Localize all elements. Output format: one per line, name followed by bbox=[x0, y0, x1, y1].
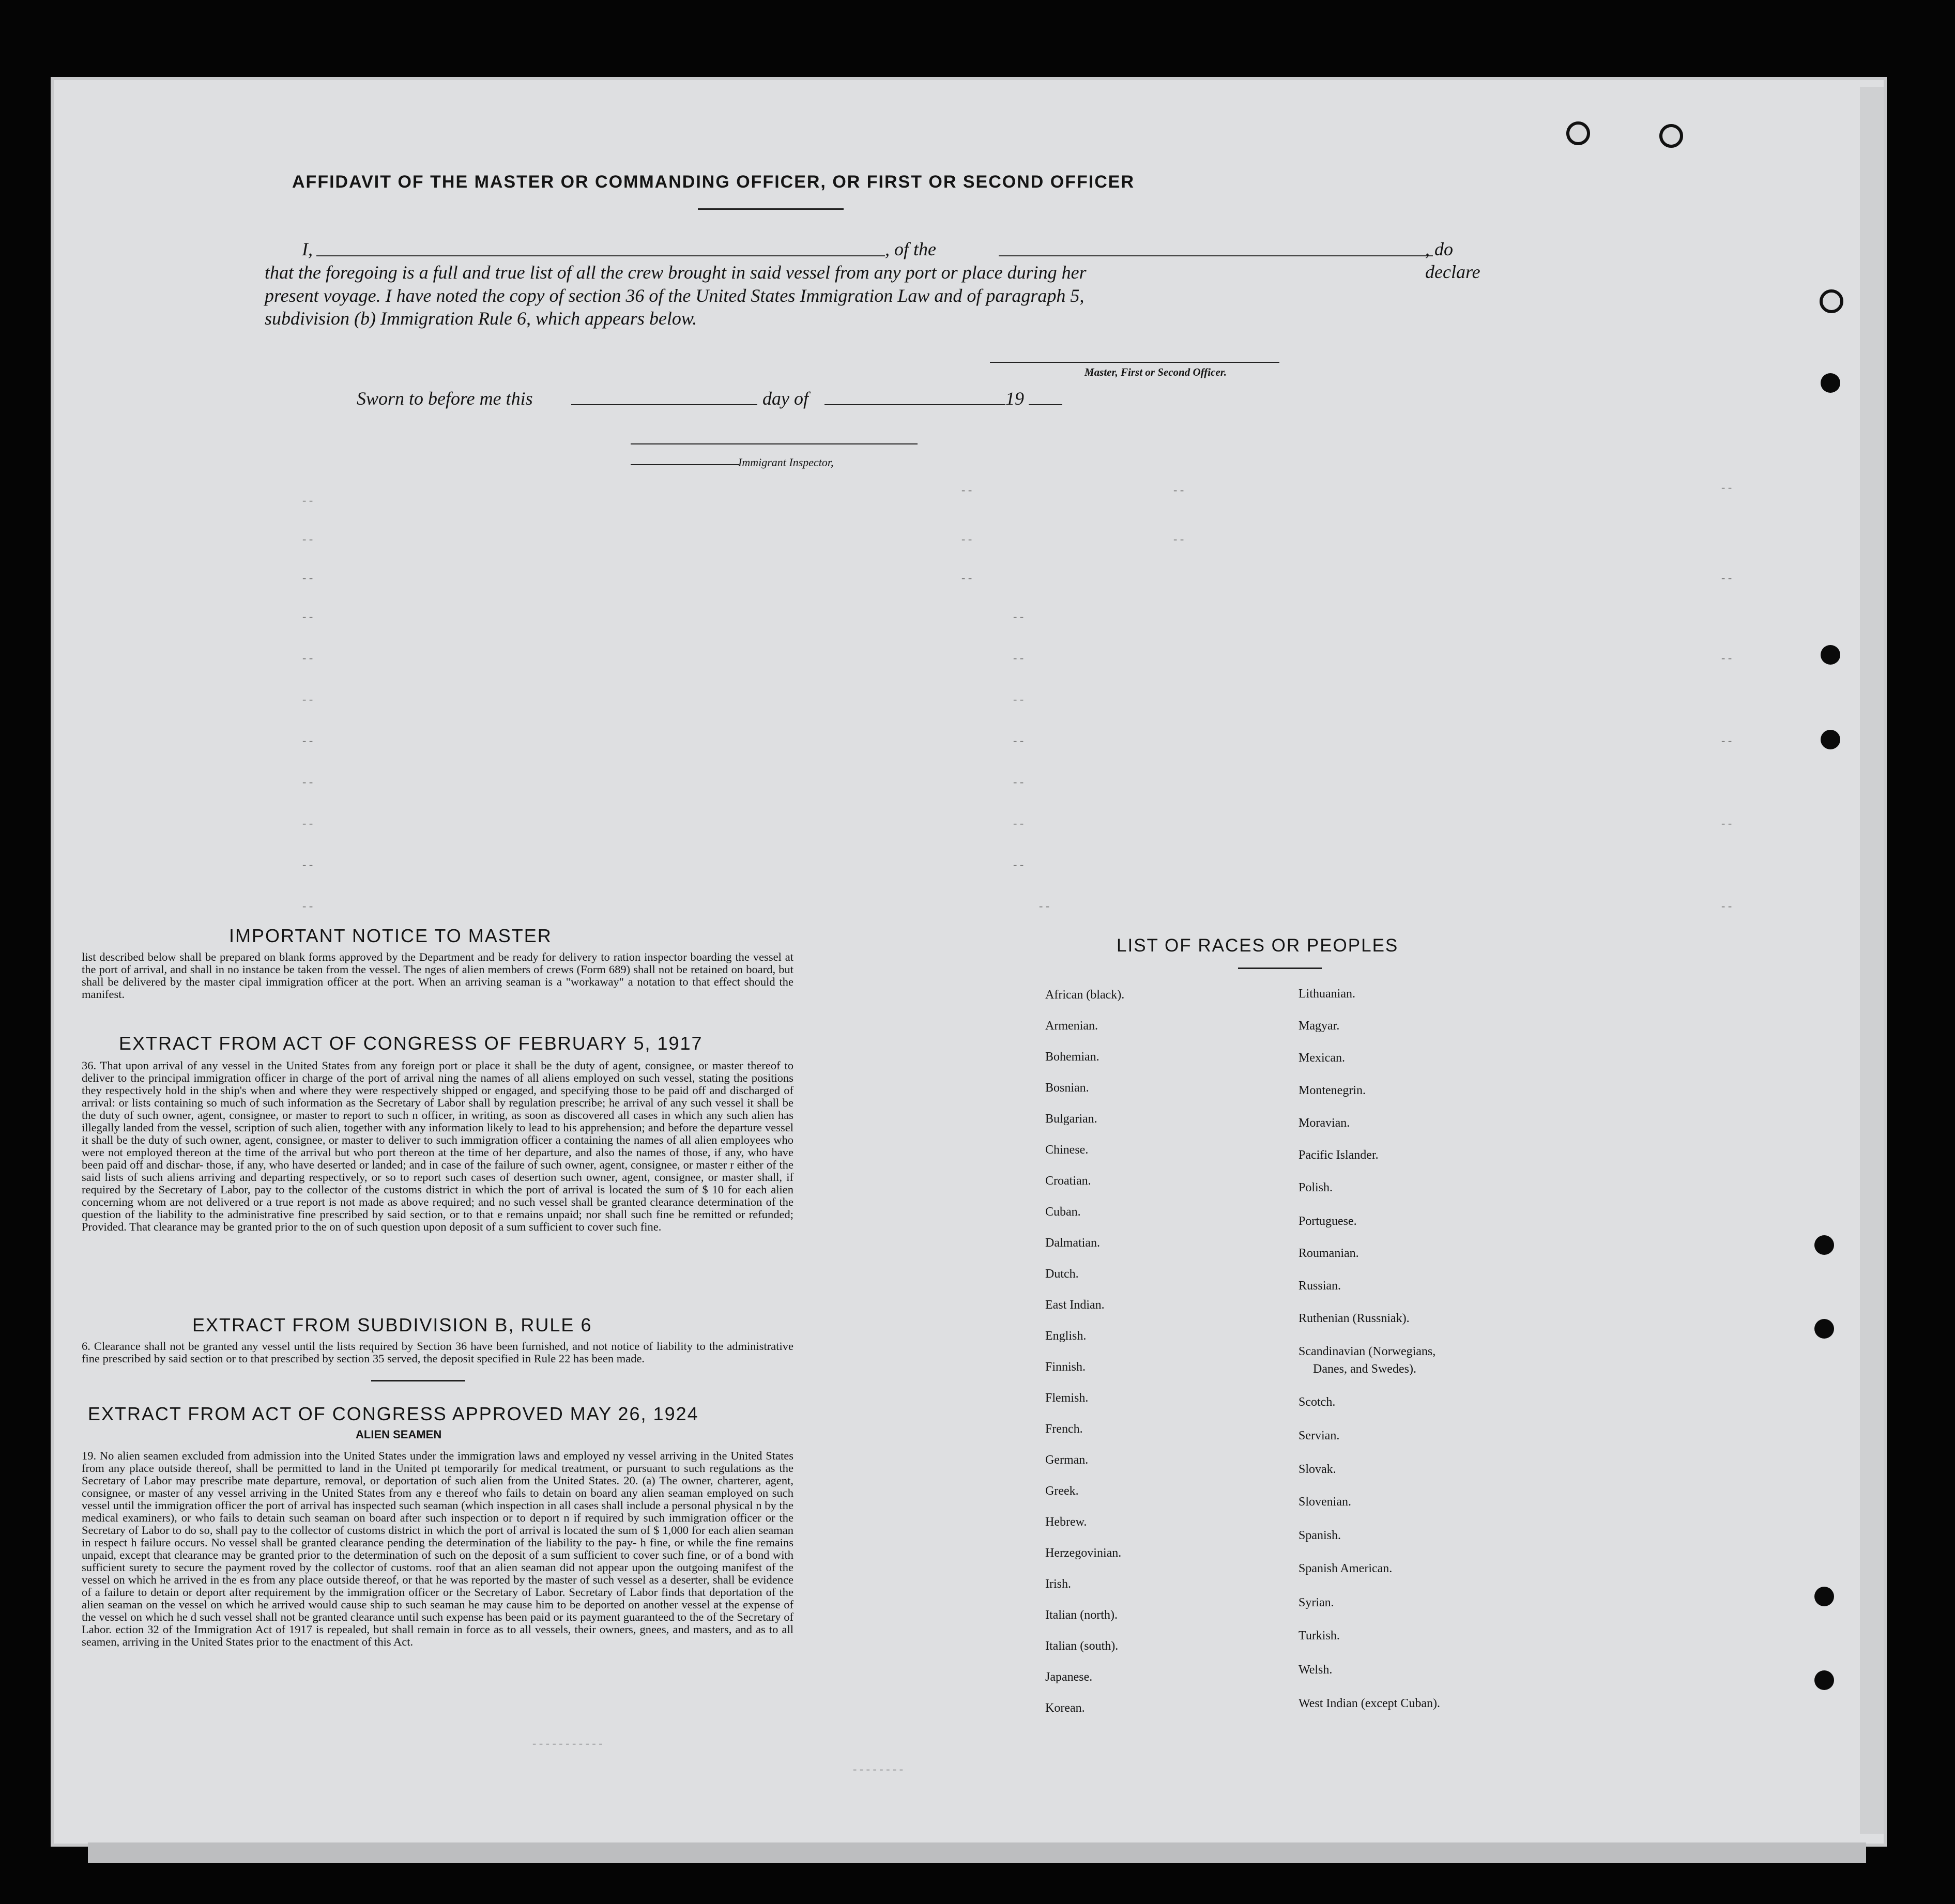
punch-hole-icon bbox=[1659, 124, 1683, 148]
race-list-item: Irish. bbox=[1045, 1577, 1071, 1591]
race-list-item: Spanish. bbox=[1299, 1529, 1341, 1542]
punch-hole-icon bbox=[1814, 1319, 1834, 1339]
vessel-name-blank[interactable] bbox=[999, 255, 1433, 256]
race-list-item: Portuguese. bbox=[1299, 1215, 1357, 1228]
race-list-item: Montenegrin. bbox=[1299, 1084, 1366, 1097]
vessel-prefix: , of the bbox=[885, 239, 936, 259]
rule6-underline bbox=[371, 1380, 465, 1381]
race-list-item: Bohemian. bbox=[1045, 1050, 1099, 1064]
race-list-item: West Indian (except Cuban). bbox=[1299, 1697, 1440, 1710]
race-list-item: Scotch. bbox=[1299, 1395, 1336, 1409]
declarant-prefix: I, bbox=[302, 239, 313, 259]
punch-hole-icon bbox=[1820, 289, 1843, 313]
race-list-item: Korean. bbox=[1045, 1701, 1085, 1715]
race-list-item: Slovenian. bbox=[1299, 1495, 1351, 1509]
race-list-item: Italian (south). bbox=[1045, 1639, 1119, 1653]
sworn-month-blank[interactable] bbox=[824, 404, 1005, 405]
race-list-item: Roumanian. bbox=[1299, 1247, 1359, 1260]
punch-hole-icon bbox=[1814, 1670, 1834, 1690]
extract-1917-title: EXTRACT FROM ACT OF CONGRESS OF FEBRUARY 5, 1917 bbox=[119, 1033, 703, 1054]
race-list-item: Armenian. bbox=[1045, 1019, 1098, 1033]
race-list-item: Chinese. bbox=[1045, 1143, 1089, 1157]
punch-hole-icon bbox=[1814, 1235, 1834, 1255]
races-underline bbox=[1238, 968, 1322, 969]
race-list-item: English. bbox=[1045, 1329, 1087, 1343]
extract-1917-text: 36. That upon arrival of any vessel in the United States from any foreign port or place it shall be the duty of agent, consignee, or master thereof to deliver to the principal immigration officer in charge of the port of arrival ning the names of all aliens employed on such vessel, stating the positions they respectively hold in the ship's when and where they were respectively shipped or engaged, and specifying those to be paid off and discharged of arrival: or lists containing so much of such information as the Secretary of Labor shall by regulation prescribe; he arrival of any such vessel it shall be the duty of such owner, agent, consignee, or master to report to such n officer, in writing, as soon as discovered all cases in which any such alien has illegally landed from the vessel, scription of such alien, together with any information likely to lead to his apprehension; and before the departure vessel it shall be the duty of such owner, agent, consignee, or master to deliver to such immigration officer a containing the names of all alien employees who were not employed thereon at the time of the arrival but who port thereon at the time of her departure, and also the names of those, if any, who have been paid off and dischar- those, if any, who have deserted or landed; and in case of the failure of such owner, agent, consignee, or master r either of the said lists of such aliens arriving and departing respectively, or so to report such cases of desertion such owner, agent, consignee, or master shall, if required by the Secretary of Labor, pay to the collector of the customs district in which the port of arrival is located the sum of $ 10 for each alien concerning whom are not delivered or a true report is not made as above required; and no such vessel shall be granted clearance determination of the question of the liability to the administrative fine prescribed by said section, or to that e remains unpaid; nor shall such fine be remitted or refunded; Provided. That clearance may be granted prior to the on of such question upon deposit of a sum sufficient to cover such fine. bbox=[82, 1060, 793, 1233]
sworn-year-blank[interactable] bbox=[1029, 404, 1062, 405]
sworn-year-prefix: 19 bbox=[1005, 388, 1024, 409]
underlying-pages bbox=[88, 1842, 1866, 1863]
title-underline bbox=[698, 208, 844, 210]
race-list-item: Herzegovinian. bbox=[1045, 1546, 1122, 1560]
punch-hole-icon bbox=[1566, 121, 1590, 145]
inspector-caption-leader bbox=[631, 464, 739, 465]
master-signature-line[interactable] bbox=[990, 362, 1279, 363]
extract-1924-title: EXTRACT FROM ACT OF CONGRESS APPROVED MAY 26, 1924 bbox=[88, 1403, 699, 1424]
race-list-item: Russian. bbox=[1299, 1279, 1341, 1293]
notice-title: IMPORTANT NOTICE TO MASTER bbox=[229, 925, 552, 946]
sworn-prefix: Sworn to before me this bbox=[357, 388, 533, 409]
race-list-item: Polish. bbox=[1299, 1181, 1333, 1194]
race-list-item: German. bbox=[1045, 1453, 1089, 1467]
punch-hole-icon bbox=[1821, 645, 1840, 665]
punch-hole-icon bbox=[1821, 730, 1840, 749]
race-list-item: East Indian. bbox=[1045, 1298, 1105, 1312]
race-list-item: Ruthenian (Russniak). bbox=[1299, 1312, 1410, 1325]
race-list-item: Slovak. bbox=[1299, 1463, 1336, 1476]
races-title: LIST OF RACES OR PEOPLES bbox=[1117, 935, 1399, 956]
extract-1924-subtitle: ALIEN SEAMEN bbox=[356, 1428, 442, 1441]
race-list-item: Japanese. bbox=[1045, 1670, 1093, 1684]
race-list-item: Flemish. bbox=[1045, 1391, 1089, 1405]
extract-rule6-title: EXTRACT FROM SUBDIVISION B, RULE 6 bbox=[192, 1314, 592, 1335]
inspector-caption: Immigrant Inspector, bbox=[738, 456, 834, 469]
race-list-item: African (black). bbox=[1045, 988, 1125, 1002]
race-list-item: Moravian. bbox=[1299, 1116, 1350, 1130]
notice-text: list described below shall be prepared on blank forms approved by the Department and be ready for delivery to ration inspector boarding the vessel at the port of arrival, and shall in no instance be taken from the vessel. The nges of alien members of crews (Form 689) shall not be retained on board, but shall be delivered by the master cipal immigration officer at the port. When an arriving seaman is a "workaway" a notation to that effect should the manifest. bbox=[82, 951, 793, 1001]
race-list-item: Servian. bbox=[1299, 1429, 1340, 1442]
race-list-item: Bosnian. bbox=[1045, 1081, 1089, 1095]
race-list-item: Turkish. bbox=[1299, 1629, 1340, 1642]
affidavit-line-2: that the foregoing is a full and true list of all the crew brought in said vessel from any port or place during her bbox=[265, 262, 1087, 283]
race-list-item: Spanish American. bbox=[1299, 1562, 1393, 1575]
race-list-item: Mexican. bbox=[1299, 1051, 1345, 1065]
race-list-item: Danes, and Swedes). bbox=[1313, 1362, 1416, 1376]
affidavit-title: AFFIDAVIT OF THE MASTER OR COMMANDING OFFICER, OR FIRST OR SECOND OFFICER bbox=[292, 172, 1135, 192]
race-list-item: Lithuanian. bbox=[1299, 987, 1355, 1001]
race-list-item: Finnish. bbox=[1045, 1360, 1086, 1374]
extract-1924-text: 19. No alien seamen excluded from admission into the United States under the immigration laws and employed ny vessel arriving in the United States from any place outside thereof, shall be permitted to land in the United pt temporarily for medical treatment, or pursuant to such regulations as the Secretary of Labor may prescribe mate departure, removal, or deportation of such alien from the United States. 20. (a) The owner, charterer, agent, consignee, or master of any vessel arriving in the United States from any e thereof who fails to detain on board any alien seaman employed on such vessel until the immigration officer the port of arrival has inspected such seaman (which inspection in all cases shall include a personal physical n by the medical examiners), or who fails to detain such seaman on board after such inspection or to deport n if required by such immigration officer or the Secretary of Labor to do so, shall pay to the collector of customs district in which the port of arrival is located the sum of $ 1,000 for each alien seaman in respect h failure occurs. No vessel shall be granted clearance pending the determination of the liability to the pay- h fine, or while the fine remains unpaid, except that clearance may be granted prior to the determination of such on the deposit of a sum sufficient to cover such fine, or of a bond with sufficient surety to secure the payment roved by the collector of customs. roof that an alien seaman did not appear upon the outgoing manifest of the vessel on which he arrived in the es from any place outside thereof, or that he was reported by the master of such vessel as a deserter, shall be evidence of a failure to detain or deport after requirement by the immigration officer or the Secretary of Labor. Secretary of Labor finds that deportation of the alien seaman on the vessel on which he arrived would cause ship to such seaman he may cause him to be deported on another vessel at the expense of the vessel on which he d such vessel shall not be granted clearance until such expense has been paid or its payment guaranteed to the of the Secretary of Labor. ection 32 of the Immigration Act of 1917 is repealed, but shall remain in force as to all vessels, their owners, gnees, and masters, and as to all seamen, arriving in the United States prior to the enactment of this Act. bbox=[82, 1450, 793, 1648]
race-list-item: Dalmatian. bbox=[1045, 1236, 1100, 1250]
declarant-name-blank[interactable] bbox=[316, 255, 885, 256]
race-list-item: Hebrew. bbox=[1045, 1515, 1087, 1529]
race-list-item: Cuban. bbox=[1045, 1205, 1081, 1219]
inspector-signature-line[interactable] bbox=[631, 443, 918, 444]
sworn-day-of: day of bbox=[762, 388, 808, 409]
race-list-item: French. bbox=[1045, 1422, 1083, 1436]
race-list-item: Syrian. bbox=[1299, 1596, 1334, 1609]
race-list-item: Italian (north). bbox=[1045, 1608, 1118, 1622]
race-list-item: Scandinavian (Norwegians, bbox=[1299, 1345, 1436, 1358]
race-list-item: Greek. bbox=[1045, 1484, 1079, 1498]
master-signature-caption: Master, First or Second Officer. bbox=[1085, 366, 1227, 378]
race-list-item: Welsh. bbox=[1299, 1663, 1333, 1677]
sheet-edge bbox=[1860, 87, 1884, 1834]
race-list-item: Croatian. bbox=[1045, 1174, 1091, 1188]
affidavit-line-4: subdivision (b) Immigration Rule 6, which appears below. bbox=[265, 308, 697, 329]
extract-rule6-text: 6. Clearance shall not be granted any vessel until the lists required by Section 36 have been furnished, and not notice of liability to the administrative fine prescribed by said section or to that prescribed by section 35 served, the deposit specified in Rule 22 has been made. bbox=[82, 1340, 793, 1365]
race-list-item: Pacific Islander. bbox=[1299, 1148, 1379, 1162]
affidavit-line-3: present voyage. I have noted the copy of section 36 of the United States Immigration Law and of paragraph 5, bbox=[265, 285, 1085, 306]
punch-hole-icon bbox=[1821, 373, 1840, 393]
race-list-item: Bulgarian. bbox=[1045, 1112, 1097, 1126]
punch-hole-icon bbox=[1814, 1587, 1834, 1606]
race-list-item: Dutch. bbox=[1045, 1267, 1079, 1281]
declare-suffix: , do declare bbox=[1425, 239, 1480, 282]
race-list-item: Magyar. bbox=[1299, 1019, 1340, 1033]
sworn-day-blank[interactable] bbox=[571, 404, 757, 405]
